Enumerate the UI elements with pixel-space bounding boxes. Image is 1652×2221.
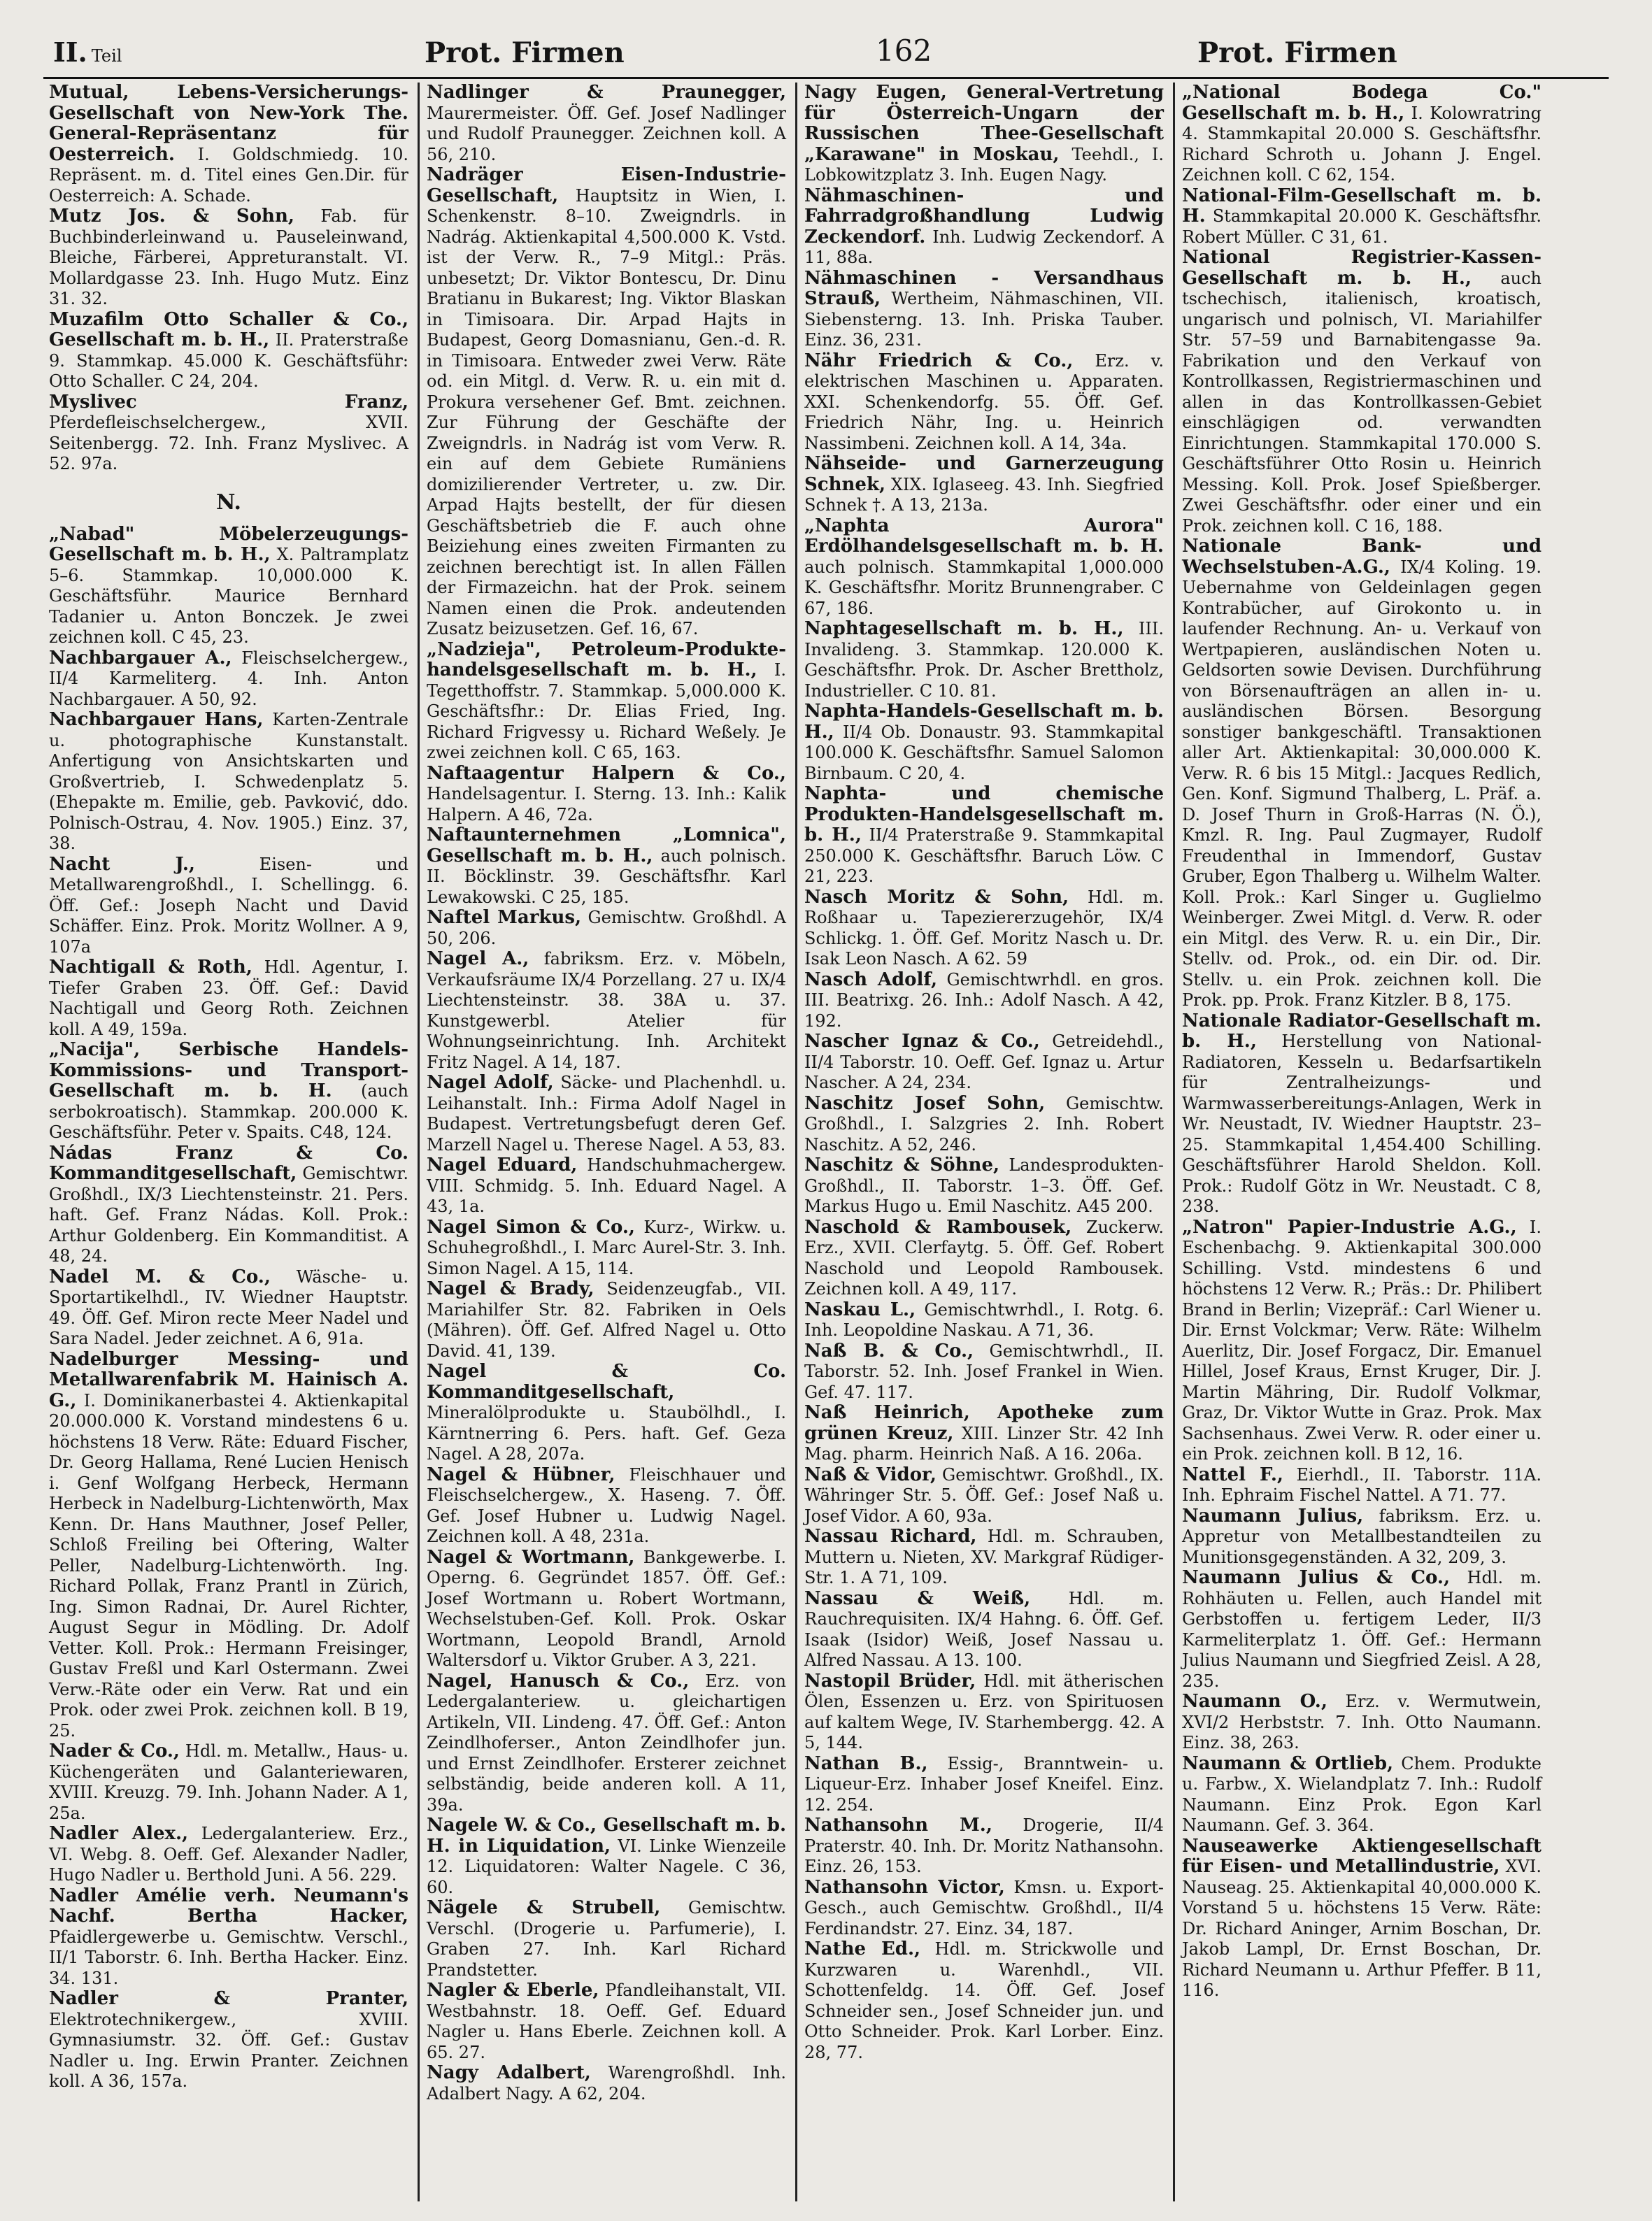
firm-name: Nähr Friedrich & Co., [804, 350, 1074, 371]
firm-name: Nagy Adalbert, [427, 2062, 591, 2083]
directory-entry [804, 1300, 1164, 1341]
directory-entry [1182, 83, 1541, 186]
directory-entry [804, 1589, 1164, 1671]
directory-entry [49, 524, 408, 648]
entry-details: Inh. Ludwig Zeckendorf. A 11, 88a. [804, 227, 1164, 267]
firm-name: Naftaunternehmen „Lomnica", Gesellschaft m. b. H., [427, 824, 786, 866]
directory-entry [804, 619, 1164, 701]
directory-entry [49, 648, 408, 710]
entry-details: II/4 Ob. Donaustr. 93. Stammkapital 100.000 K. Geschäftsfhr. Samuel Salomon Birnbaum. C 20, 4. [804, 722, 1164, 783]
firm-name: Nagele W. & Co., Gesellschaft m. b. H. in Liquidation, [427, 1815, 786, 1857]
entry-details: Erz. v. elektrischen Maschinen u. Apparaten. XXI. Schenkendorfg. 55. Öff. Gef. Friedrich Nähr, Ing. u. Heinrich Nassimbeni. Zeichnen koll. A 14, 34a. [804, 350, 1164, 453]
page-number: 162 [876, 34, 932, 68]
entry-details: XVI. Nauseag. 25. Aktienkapital 40,000.000 K. Vorstand 5 u. höchstens 15 Verw. Räte: Dr. Richard Aninger, Arnim Boschan, Dr. Jakob Lampl, Dr. Ernst Boschan, Dr. Richard Neumann u. Arthur Pfeffer. B 11, 116. [1182, 1857, 1542, 2000]
firm-name: Naftaagentur Halpern & Co., [427, 762, 786, 784]
entry-details: Hdl. m. Rauchrequisiten. IX/4 Hahng. 6. Öff. Gef. Isaak (Isidor) Weiß, Josef Nassau u. Alfred Nassau. A 13. 100. [804, 1588, 1164, 1670]
directory-entry [49, 710, 408, 855]
entry-details: auch polnisch. II. Böcklinstr. 39. Geschäftsfhr. Karl Lewakowski. C 25, 185. [427, 845, 786, 907]
directory-entry [804, 454, 1164, 516]
firm-name: Nagler & Eberle, [427, 1980, 599, 2001]
firm-name: Nadlinger & Praunegger, [427, 83, 786, 103]
entry-details: I. Tegetthoffstr. 7. Stammkap. 5,000.000 K. Geschäftsfhr.: Dr. Elias Fried, Ing. Richard Frigvessy u. Richard Weßely. Je zwei zeichnen koll. C 65, 163. [427, 660, 786, 762]
directory-entry [804, 1527, 1164, 1589]
entry-details: Gemischtwrhdl., I. Rotg. 6. Inh. Leopoldine Naskau. A 71, 36. [804, 1299, 1164, 1340]
entry-details: Handelsagentur. I. Sterng. 13. Inh.: Kalik Halpern. A 46, 72a. [427, 784, 786, 824]
directory-entry [804, 1217, 1164, 1300]
entry-details: Gemischtw. Großhdl. A 50, 206. [427, 908, 786, 948]
volume-suffix: Teil [91, 46, 122, 66]
entry-details: Pfandleihanstalt, VII. Westbahnstr. 18. Oeff. Gef. Eduard Nagler u. Hans Eberle. Zeichnen koll. A 65. 27. [427, 1980, 786, 2062]
entry-details: Pfaidlergewerbe u. Gemischtw. Verschl., II/1 Taborstr. 6. Inh. Bertha Hacker. Einz. 34. 131. [49, 1927, 408, 1988]
firm-name: Naphta- und chemische Produkten-Handelsgesellschaft m. b. H., [804, 783, 1164, 845]
firm-name: Nádas Franz & Co. Kommanditgesellschaft, [49, 1142, 408, 1184]
firm-name: Nascher Ignaz & Co., [804, 1031, 1040, 1052]
directory-entry [49, 83, 408, 206]
firm-name: Nastopil Brüder, [804, 1670, 976, 1692]
directory-entry [427, 1898, 786, 1980]
directory-entry [49, 1886, 408, 1990]
firm-name: Naß Heinrich, Apotheke zum grünen Kreuz, [804, 1402, 1164, 1444]
directory-entry [49, 1267, 408, 1350]
firm-name: Naumann Julius & Co., [1182, 1567, 1451, 1588]
directory-entry [427, 1279, 786, 1362]
directory-entry [427, 165, 786, 640]
firm-name: Mutual, Lebens-Versicherungs-Gesellschaft von New-York The. General-Repräsentanz für Oesterreich. [49, 83, 408, 165]
entry-details: Maurermeister. Öff. Gef. Josef Nadlinger und Rudolf Praunegger. Zeichnen koll. A 56, 210. [427, 103, 786, 164]
firm-name: Nagel & Co. Kommanditgesellschaft, [427, 1361, 786, 1403]
firm-name: Naschitz & Söhne, [804, 1155, 1000, 1176]
entry-details: I. Goldschmiedg. 10. Repräsent. m. d. Titel eines Gen.Dir. für Oesterreich: A. Schade. [49, 144, 408, 206]
directory-entry [49, 392, 408, 475]
entry-details: Fleischhauer und Fleischselchergew., X. Haseng. 7. Öff. Gef. Josef Hubner u. Ludwig Nagel. Zeichnen koll. A 48, 231a. [427, 1464, 786, 1546]
firm-name: Nagel A., [427, 948, 529, 969]
directory-entry [1182, 536, 1541, 1011]
entry-details: Fab. für Buchbinderleinwand u. Pauseleinwand, Bleiche, Färberei, Appreturanstalt. VI. Mollardgasse 23. Inh. Hugo Mutz. Einz 31. 32. [49, 206, 408, 308]
columns-container [43, 83, 1609, 2201]
directory-entry [1182, 1217, 1541, 1465]
entry-details: Gemischtwrhdl. en gros. III. Beatrixg. 26. Inh.: Adolf Nasch. A 42, 192. [804, 969, 1164, 1031]
directory-entry [1182, 1754, 1541, 1836]
directory-entry [49, 1989, 408, 2092]
directory-entry [427, 2063, 786, 2104]
entry-details: I. Dominikanerbastei 4. Aktienkapital 20.000.000 K. Vorstand mindestens 6 u. höchstens 18 Verw. Räte: Eduard Fischer, Dr. Georg Hallama, René Lucien Henisch i. Genf Wolfgang Herbeck, Hermann Herbeck in Nadelburg-Lichtenwörth, Max Kenn. Dr. Hans Mauthner, Josef Peller, Schloß Freiling bei Oftering, Walter Peller, Nadelburg-Lichtenwörth. Ing. Richard Pollak, Franz Prantl in Zürich, Ing. Simon Radnai, Dr. Aurel Richter, August Segur in Mödling. Dr. Adolf Vetter. Koll. Prok.: Hermann Freisinger, Gustav Freßl und Karl Ostermann. Zwei Verw.-Räte oder ein Verw. Rat und ein Prok. oder zwei Prok. zeichnen koll. B 19, 25. [49, 1390, 408, 1741]
running-title-right: Prot. Firmen [1197, 36, 1397, 69]
entry-details: Wertheim, Nähmaschinen, VII. Siebensterng. 13. Inh. Priska Tauber. Einz. 36, 231. [804, 289, 1164, 350]
entry-details: Erz. von Ledergalanteriew. u. gleichartigen Artikeln, VII. Lindeng. 47. Öff. Gef.: Anton Zeindlhoferser., Anton Zeindlhofer jun. und Ernst Zeindlhofer. Ersterer zeichnet selbständig, beide anderen koll. A 11, 39a. [427, 1671, 786, 1815]
entry-details: Kurz-, Wirkw. u. Schuhegroßhdl., I. Marc Aurel-Str. 3. Inh. Simon Nagel. A 15, 114. [427, 1217, 787, 1278]
running-title-left: Prot. Firmen [425, 36, 625, 69]
volume-number: II. [53, 36, 87, 68]
directory-entry [49, 1143, 408, 1267]
entry-details: X. Paltramplatz 5–6. Stammkap. 10,000.000 K. Geschäftsführ. Maurice Bernhard Tadanier u. Anton Bonczek. Je zwei zeichnen koll. C 45, 23. [49, 545, 408, 647]
directory-entry [49, 855, 408, 958]
firm-name: Nathe Ed., [804, 1938, 921, 1959]
entry-details: III. Invalideng. 3. Stammkap. 120.000 K. Geschäftsfhr. Prok. Dr. Ascher Brettholz, Industrieller. C 10. 81. [804, 619, 1164, 701]
entry-details: Hdl. m. Metallw., Haus- u. Küchengeräten und Galanteriewaren, XVIII. Kreuzg. 79. Inh. Johann Nader. A 1, 25a. [49, 1741, 409, 1823]
firm-name: Nasch Adolf, [804, 969, 938, 990]
directory-entry [49, 206, 408, 310]
directory-entry [1182, 186, 1541, 248]
directory-entry [427, 1671, 786, 1816]
directory-entry [804, 83, 1164, 186]
entry-details: (auch serbokroatisch). Stammkap. 200.000 K. Geschäftsführ. Peter v. Spaits. C48, 124. [49, 1081, 408, 1142]
firm-name: Nähmaschinen- und Fahrradgroßhandlung Ludwig Zeckendorf. [804, 185, 1164, 248]
directory-entry [804, 1878, 1164, 1940]
entry-details: I. Kolowratring 4. Stammkapital 20.000 S. Geschäftsfhr. Richard Schroth u. Johann J. Engel. Zeichnen koll. C 62, 154. [1182, 103, 1541, 185]
firm-name: Nationale Radiator-Gesellschaft m. b. H., [1182, 1010, 1541, 1052]
firm-name: Nagel Eduard, [427, 1155, 578, 1176]
firm-name: Naschold & Rambousek, [804, 1216, 1072, 1238]
directory-entry [427, 1155, 786, 1217]
directory-entry [1182, 1506, 1541, 1569]
directory-entry [804, 1094, 1164, 1156]
entry-details: Essig-, Branntwein- u. Liqueur-Erz. Inhaber Josef Kneifel. Einz. 12. 254. [804, 1753, 1164, 1815]
firm-name: Naphtagesellschaft m. b. H., [804, 618, 1124, 639]
directory-entry [427, 640, 786, 764]
directory-entry [1182, 1836, 1541, 2001]
firm-name: „Natron" Papier-Industrie A.G., [1182, 1216, 1517, 1238]
column-3 [799, 83, 1169, 2201]
directory-entry [49, 957, 408, 1040]
directory-entry [427, 1362, 786, 1465]
column-rule [795, 83, 797, 2201]
directory-entry [804, 1465, 1164, 1527]
firm-name: Nathansohn M., [804, 1815, 992, 1836]
directory-entry [804, 701, 1164, 784]
entry-details: Erz. v. Wermutwein, XVI/2 Herbststr. 7. Inh. Otto Naumann. Einz. 38, 263. [1182, 1692, 1541, 1752]
entry-details: Gemischtwr. Großhdl., IX/3 Liechtensteinstr. 21. Pers. haft. Gef. Franz Nádas. Koll. Prok.: Arthur Goldenberg. Ein Kommanditist. A 48, 24. [49, 1164, 408, 1266]
firm-name: „National Bodega Co." Gesellschaft m. b. H., [1182, 83, 1541, 124]
firm-name: Naftel Markus, [427, 907, 582, 928]
entry-details: Kmsn. u. Export-Gesch., auch Gemischtw. Großhdl., II/4 Ferdinandstr. 27. Einz. 34, 187. [804, 1877, 1165, 1938]
entry-details: fabriksm. Erz. u. Appretur von Metallbestandteilen zu Munitionsgegenständen. A 32, 209, 3. [1182, 1506, 1541, 1567]
entry-details: Handschuhmachergew. VIII. Schmidg. 5. Inh. Eduard Nagel. A 43, 1a. [427, 1155, 786, 1216]
firm-name: Naskau L., [804, 1299, 916, 1320]
directory-entry [804, 1939, 1164, 2063]
directory-entry [1182, 1568, 1541, 1692]
firm-name: Nasch Moritz & Sohn, [804, 886, 1069, 908]
entry-details: IX/4 Koling. 19. Uebernahme von Geldeinlagen gegen Kontrabücher, auf Girokonto u. in laufender Rechnung. An- u. Verkauf von Wertpapieren, ausländischen Noten u. Geldsorten sowie Devisen. Durchführung von Börsenaufträgen an allen in- u. ausländischen Börsen. Besorgung sonstiger bankgeschäftl. Transaktionen aller Art. Aktienkapital: 30,000.000 K. Verw. R. 6 bis 15 Mitgl.: Jacques Redlich, Gen. Konf. Sigmund Thalberg, L. Präf. a. D. Josef Thurn in Groß-Harras (N. Ö.), Kmzl. R. Ing. Paul Zugmayer, Rudolf Freudenthal in Immendorf, Gustav Gruber, Egon Thalberg u. Wilhelm Walter. Koll. Prok.: Karl Singer u. Guglielmo Weinberger. Zwei Mitgl. d. Verw. R. oder ein Mitgl. des Verw. R. u. ein Dir., Dir. Stellv. od. Prok., od. ein Dir. od. Dir. Stellv. u. ein Prok. zeichnen koll. Die Prok. pp. Prok. Franz Kitzler. B 8, 175. [1182, 557, 1541, 1010]
firm-name: Muzafilm Otto Schaller & Co., Gesellschaft m. b. H., [49, 308, 408, 350]
firm-name: Mutz Jos. & Sohn, [49, 206, 294, 227]
firm-name: Nadler Alex., [49, 1823, 189, 1844]
firm-name: Nachbargauer A., [49, 647, 232, 669]
firm-name: „Naphta Aurora" Erdölhandelsgesellschaft m. b. H. [804, 515, 1164, 557]
firm-name: National Registrier-Kassen-Gesellschaft m. b. H., [1182, 247, 1541, 289]
firm-name: Nadler & Pranter, [49, 1988, 408, 2009]
firm-name: „Nacija", Serbische Handels-Kommissions- und Transport-Gesellschaft m. b. H. [49, 1039, 408, 1101]
firm-name: Naumann Julius, [1182, 1505, 1364, 1527]
entry-details: Herstellung von National-Radiatoren, Kesseln u. Bedarfsartikeln für Zentralheizungs- und Warmwasserbereitungs-Anlagen, Werk in Wr. Neustadt, IV. Wiedner Hauptstr. 23–25. Stammkapital 1,454.400 Schilling. Geschäftsführer Harold Sheldon. Koll. Prok.: Rudolf Götz in Wr. Neustadt. C 8, 238. [1182, 1031, 1541, 1216]
directory-entry [1182, 1465, 1541, 1506]
entry-details: Seidenzeugfab., VII. Mariahilfer Str. 82. Fabriken in Oels (Mähren). Öff. Gef. Alfred Nagel u. Otto David. 41, 139. [427, 1279, 786, 1361]
entry-details: Fleischselchergew., II/4 Karmeliterg. 4. Inh. Anton Nachbargauer. A 50, 92. [49, 648, 408, 709]
entry-details: Gemischtw. Großhdl., I. Salzgries 2. Inh. Robert Naschitz. A 52, 246. [804, 1093, 1164, 1155]
entry-details: Chem. Produkte u. Farbw., X. Wielandplatz 7. Inh.: Rudolf Naumann. Einz Prok. Egon Karl Naumann. Gef. 3. 364. [1182, 1753, 1541, 1835]
entry-details: Gemischtw. Verschl. (Drogerie u. Parfumerie), I. Graben 27. Inh. Karl Richard Prandstetter. [427, 1898, 787, 1980]
column-4 [1176, 83, 1547, 2201]
firm-name: Nadelburger Messing- und Metallwarenfabrik M. Hainisch A. G., [49, 1348, 408, 1411]
directory-entry [427, 1548, 786, 1671]
directory-entry [49, 1350, 408, 1742]
entry-details: Landesprodukten-Großhdl., II. Taborstr. 1–3. Öff. Gef. Markus Hugo u. Emil Naschitz. A45 200. [804, 1155, 1165, 1216]
firm-name: Nader & Co., [49, 1741, 180, 1762]
directory-entry [804, 784, 1164, 887]
entry-details: I. Eschenbachg. 9. Aktienkapital 300.000 Schilling. Vstd. mindestens 6 und höchstens 12 Verw. R.; Präs.: Dr. Philibert Brand in Berlin; Vizepräf.: Carl Wiener u. Dir. Ernst Volckmar; Verw. Räte: Wilhelm Auerlitz, Dir. Josef Forgacz, Dir. Emanuel Hillel, Josef Kraus, Ernst Kruger, Dir. J. Martin Mähring, Dir. Rudolf Volkmar, Graz, Dr. Viktor Wutte in Graz. Prok. Max Sachsenhaus. Zwei Verw. R. oder einer u. ein Prok. zeichnen koll. B 12, 16. [1182, 1217, 1541, 1464]
entry-details: Pferdefleischselchergew., XVII. Seitenbergg. 72. Inh. Franz Myslivec. A 52. 97a. [49, 413, 408, 473]
entry-details: Hdl. m. Strickwolle und Kurzwaren u. Warenhdl., VII. Schottenfeldg. 14. Öff. Gef. Josef Schneider sen., Josef Schneider jun. und Otto Schneider. Prok. Karl Lorber. Einz. 28, 77. [804, 1939, 1164, 2062]
firm-name: Nagel & Wortmann, [427, 1546, 635, 1568]
firm-name: Nauseawerke Aktiengesellschaft für Eisen- und Metallindustrie, [1182, 1835, 1541, 1877]
firm-name: Nacht J., [49, 853, 195, 875]
entry-details: Hdl. mit ätherischen Ölen, Essenzen u. Erz. von Spirituosen auf kaltem Wege, IV. Starhembergg. 42. A 5, 144. [804, 1671, 1164, 1752]
firm-name: Naumann & Ortlieb, [1182, 1752, 1394, 1774]
firm-name: Naß B. & Co., [804, 1340, 974, 1362]
firm-name: „Nadzieja", Petroleum-Produkte-handelsgesellschaft m. b. H., [427, 638, 786, 680]
entry-details: XIII. Linzer Str. 42 Inh Mag. pharm. Heinrich Naß. A 16. 206a. [804, 1423, 1164, 1464]
entry-details: Elektrotechnikergew., XVIII. Gymnasiumstr. 32. Öff. Gef.: Gustav Nadler u. Ing. Erwin Pranter. Zeichnen koll. A 36, 157a. [49, 2009, 408, 2091]
entry-details: Eierhdl., II. Taborstr. 11A. Inh. Ephraim Fischel Nattel. A 71. 77. [1182, 1464, 1541, 1505]
directory-entry [49, 1824, 408, 1886]
entry-details: Hdl. Agentur, I. Tiefer Graben 23. Öff. Gef.: David Nachtigall und Georg Roth. Zeichnen koll. A 49, 159a. [49, 957, 409, 1039]
column-rule [418, 83, 420, 2201]
entry-details: Gemischtwr. Großhdl., IX. Währinger Str. 5. Öff. Gef.: Josef Naß u. Josef Vidor. A 60, 93a. [804, 1464, 1165, 1526]
section-letter: N. [216, 490, 241, 515]
firm-name: Nadräger Eisen-Industrie-Gesellschaft, [427, 164, 786, 206]
entry-details: auch polnisch. Stammkapital 1,000.000 K. Geschäftsfhr. Moritz Brunnengraber. C 67, 186. [804, 557, 1164, 618]
firm-name: Nationale Bank- und Wechselstuben-A.G., [1182, 536, 1541, 578]
firm-name: Nachtigall & Roth, [49, 957, 252, 978]
directory-entry [427, 825, 786, 908]
entry-details: Stammkapital 20.000 K. Geschäftsfhr. Robert Müller. C 31, 61. [1182, 206, 1541, 247]
entry-details: Wäsche- u. Sportartikelhdl., IV. Wiedner Hauptstr. 49. Öff. Gef. Miron recte Meer Nadel und Sara Nadel. Jeder zeichnet. A 6, 91a. [49, 1266, 409, 1348]
entry-details: VI. Linke Wienzeile 12. Liquidatoren: Walter Nagele. C 36, 60. [427, 1836, 786, 1897]
entry-details: Eisen- und Metallwarengroßhdl., I. Schellingg. 6. Öff. Gef.: Joseph Nacht und David Schäffer. Einz. Prok. Moritz Wollner. A 9, 107a [49, 854, 408, 957]
firm-name: Nähseide- und Garnerzeugung Schnek, [804, 453, 1164, 495]
directory-entry [804, 1671, 1164, 1754]
firm-name: Nagy Eugen, General-Vertretung für Österreich-Ungarn der Russischen Thee-Gesellschaft „Karawane" in Moskau, [804, 83, 1164, 165]
firm-name: Naumann O., [1182, 1691, 1327, 1712]
directory-entry [427, 1815, 786, 1898]
page-header [43, 28, 1609, 79]
firm-name: Nassau & Weiß, [804, 1587, 1031, 1609]
directory-entry [427, 908, 786, 949]
entry-details: fabriksm. Erz. v. Möbeln, Verkaufsräume IX/4 Porzellang. 27 u. IX/4 Liechtensteinstr. 38. 38A u. 37. Kunstgewerbl. Atelier für Wohnungseinrichtung. Inh. Architekt Fritz Nagel. A 14, 187. [427, 949, 787, 1072]
entry-details: Bankgewerbe. I. Operng. 6. Gegründet 1857. Öff. Gef.: Josef Wortmann u. Robert Wortmann, Wechselstuben-Gef. Koll. Prok. Oskar Wortmann, Leopold Brandl, Arnold Waltersdorf u. Viktor Gruber. A 3, 221. [427, 1547, 786, 1670]
directory-entry [427, 1465, 786, 1548]
directory-entry [427, 764, 786, 826]
entry-details: Mineralölprodukte u. Staubölhdl., I. Kärntnerring 6. Pers. haft. Gef. Geza Nagel. A 28, 207a. [427, 1403, 786, 1464]
firm-name: Nadler Amélie verh. Neumann's Nachf. Bertha Hacker, [49, 1885, 408, 1927]
entry-details: Hauptsitz in Wien, I. Schenkenstr. 8–10. Zweigndrls. in Nadrág. Aktienkapital 4,500.000 K. Vstd. ist der Verw. R., 7–9 Mitgl.: Präs. unbesetzt; Dr. Viktor Bontescu, Dr. Dinu Bratianu in Bukarest; Ing. Viktor Blaskan in Timisoara. Dir. Arpad Hajts in Budapest, Georg Domasnianu, Gen.-d. R. in Timisoara. Entweder zwei Verw. Räte od. ein Mitgl. d. Verw. R. u. ein mit d. Prokura versehener Gef. Bmt. zeichnen. Zur Führung der Geschäfte der Zweigndrls. in Nadrág ist vom Verw. R. ein auf dem Gebiete Rumäniens domizilierender Vertreter, u. zw. Dir. Arpad Hajts bestellt, der für diesen Geschäftsbetrieb die F. auch ohne Beiziehung eines zweiten Firmanten zu zeichnen berechtigt ist. In allen Fällen der Firmazeichn. hat der Prok. seinem Namen einen die Prok. andeutenden Zusatz beizusetzen. Gef. 16, 67. [427, 185, 786, 638]
firm-name: Naß & Vidor, [804, 1464, 937, 1485]
directory-entry [804, 1031, 1164, 1094]
directory-entry [49, 1741, 408, 1824]
entry-details: Zuckerw. Erz., XVII. Clerfaytg. 5. Öff. Gef. Robert Naschold und Leopold Rambousek. Zeichnen koll. A 49, 117. [804, 1217, 1164, 1299]
entry-details: Teehdl., I. Lobkowitzplatz 3. Inh. Eugen Nagy. [804, 144, 1165, 185]
firm-name: Nägele & Strubell, [427, 1897, 661, 1918]
firm-name: Myslivec Franz, [49, 391, 408, 413]
column-2 [421, 83, 792, 2201]
firm-name: National-Film-Gesellschaft m. b. H. [1182, 185, 1541, 227]
entry-details: Gemischtwrhdl., II. Taborstr. 52. Inh. Josef Frankel in Wien. Gef. 47. 117. [804, 1341, 1164, 1402]
directory-entry [804, 351, 1164, 455]
directory-entry [804, 1815, 1164, 1878]
directory-entry [804, 1403, 1164, 1465]
firm-name: Nattel F., [1182, 1464, 1283, 1485]
entry-details: II. Praterstraße 9. Stammkap. 45.000 K. Geschäftsführ: Otto Schaller. C 24, 204. [49, 330, 408, 391]
directory-entry [804, 1155, 1164, 1217]
firm-name: Nadel M. & Co., [49, 1266, 271, 1287]
firm-name: Naphta-Handels-Gesellschaft m. b. H., [804, 701, 1164, 743]
firm-name: Nagel Simon & Co., [427, 1216, 635, 1238]
directory-entry [1182, 1692, 1541, 1754]
directory-entry [427, 83, 786, 165]
entry-details: Karten-Zentrale u. photographische Kunstanstalt. Anfertigung von Ansichtskarten und Großvertrieb, I. Schwedenplatz 5. (Ehepakte m. Emilie, geb. Pavković, ddo. Polnisch-Ostrau, 4. Nov. 1905.) Einz. 37, 38. [49, 710, 408, 853]
entry-details: Ledergalanteriew. Erz., VI. Webg. 8. Oeff. Gef. Alexander Nadler, Hugo Nadler u. Berthold Juni. A 56. 229. [49, 1824, 408, 1885]
firm-name: Nassau Richard, [804, 1526, 977, 1547]
directory-entry [1182, 248, 1541, 536]
column-rule [1173, 83, 1175, 2201]
entry-details: Drogerie, II/4 Praterstr. 40. Inh. Dr. Moritz Nathansohn. Einz. 26, 153. [804, 1815, 1164, 1876]
firm-name: Nathan B., [804, 1752, 928, 1774]
entry-details: XIX. Iglaseeg. 43. Inh. Siegfried Schnek †. A 13, 213a. [804, 474, 1164, 515]
entry-details: Hdl. m. Roßhaar u. Tapeziererzugehör, IX/4 Schlickg. 1. Öff. Gef. Moritz Nasch u. Dr. Isak Leon Nasch. A 62. 59 [804, 887, 1164, 969]
firm-name: Naschitz Josef Sohn, [804, 1092, 1046, 1114]
entry-details: Säcke- und Plachenhdl. u. Leihanstalt. Inh.: Firma Adolf Nagel in Budapest. Vertretungsbefugt deren Gef. Marzell Nagel u. Therese Nagel. A 53, 83. [427, 1073, 786, 1155]
directory-entry [804, 269, 1164, 351]
directory-entry [804, 1341, 1164, 1404]
directory-entry [427, 1073, 786, 1155]
firm-name: Nagel & Hübner, [427, 1464, 615, 1485]
firm-name: Nähmaschinen - Versandhaus Strauß, [804, 267, 1164, 309]
entry-details: II/4 Praterstraße 9. Stammkapital 250.000 K. Geschäftsfhr. Baruch Löw. C 21, 223. [804, 825, 1165, 886]
directory-entry [804, 887, 1164, 970]
entry-details: auch tschechisch, italienisch, kroatisch, ungarisch und polnisch, VI. Mariahilfer Str. 57–59 und Barnabitengasse 9a. Fabrikation und den Verkauf von Kontrollkassen, Registriermaschinen und allen in das Kontrollkassen-Gebiet einschlägigen od. verwandten Einrichtungen. Stammkapital 170.000 S. Geschäftsführer Otto Rosin u. Heinrich Messing. Koll. Prok. Josef Spießberger. Zwei Geschäftsfhr. oder einer und ein Prok. zeichnen koll. C 16, 188. [1182, 268, 1541, 536]
directory-entry [804, 1754, 1164, 1816]
directory-entry [49, 1040, 408, 1143]
volume-label [53, 36, 122, 68]
entry-details: Hdl. m. Rohhäuten u. Fellen, auch Handel mit Gerbstoffen u. fertigem Leder, II/3 Karmeliterplatz 1. Öff. Gef.: Hermann Julius Naumann und Siegfried Zeisl. A 28, 235. [1182, 1568, 1541, 1691]
firm-name: Nathansohn Victor, [804, 1876, 1005, 1898]
firm-name: „Nabad" Möbelerzeugungs-Gesellschaft m. b. H., [49, 523, 408, 565]
directory-entry [49, 310, 408, 392]
directory-entry [427, 1980, 786, 2063]
directory-entry [427, 949, 786, 1073]
entry-details: Hdl. m. Schrauben, Muttern u. Nieten, XV. Markgraf Rüdiger-Str. 1. A 71, 109. [804, 1527, 1165, 1587]
firm-name: Nagel, Hanusch & Co., [427, 1670, 690, 1692]
directory-entry [804, 516, 1164, 620]
entry-details: Warengroßhdl. Inh. Adalbert Nagy. A 62, 204. [427, 2063, 787, 2104]
directory-entry [804, 186, 1164, 269]
directory-entry [427, 1217, 786, 1280]
firm-name: Nachbargauer Hans, [49, 709, 264, 730]
entry-details: Getreidehdl., II/4 Taborstr. 10. Oeff. Gef. Ignaz u. Artur Nascher. A 24, 234. [804, 1031, 1164, 1092]
directory-entry [804, 970, 1164, 1032]
firm-name: Nagel Adolf, [427, 1072, 554, 1093]
column-1 [43, 83, 414, 2201]
directory-entry [1182, 1011, 1541, 1217]
firm-name: Nagel & Brady, [427, 1278, 594, 1299]
